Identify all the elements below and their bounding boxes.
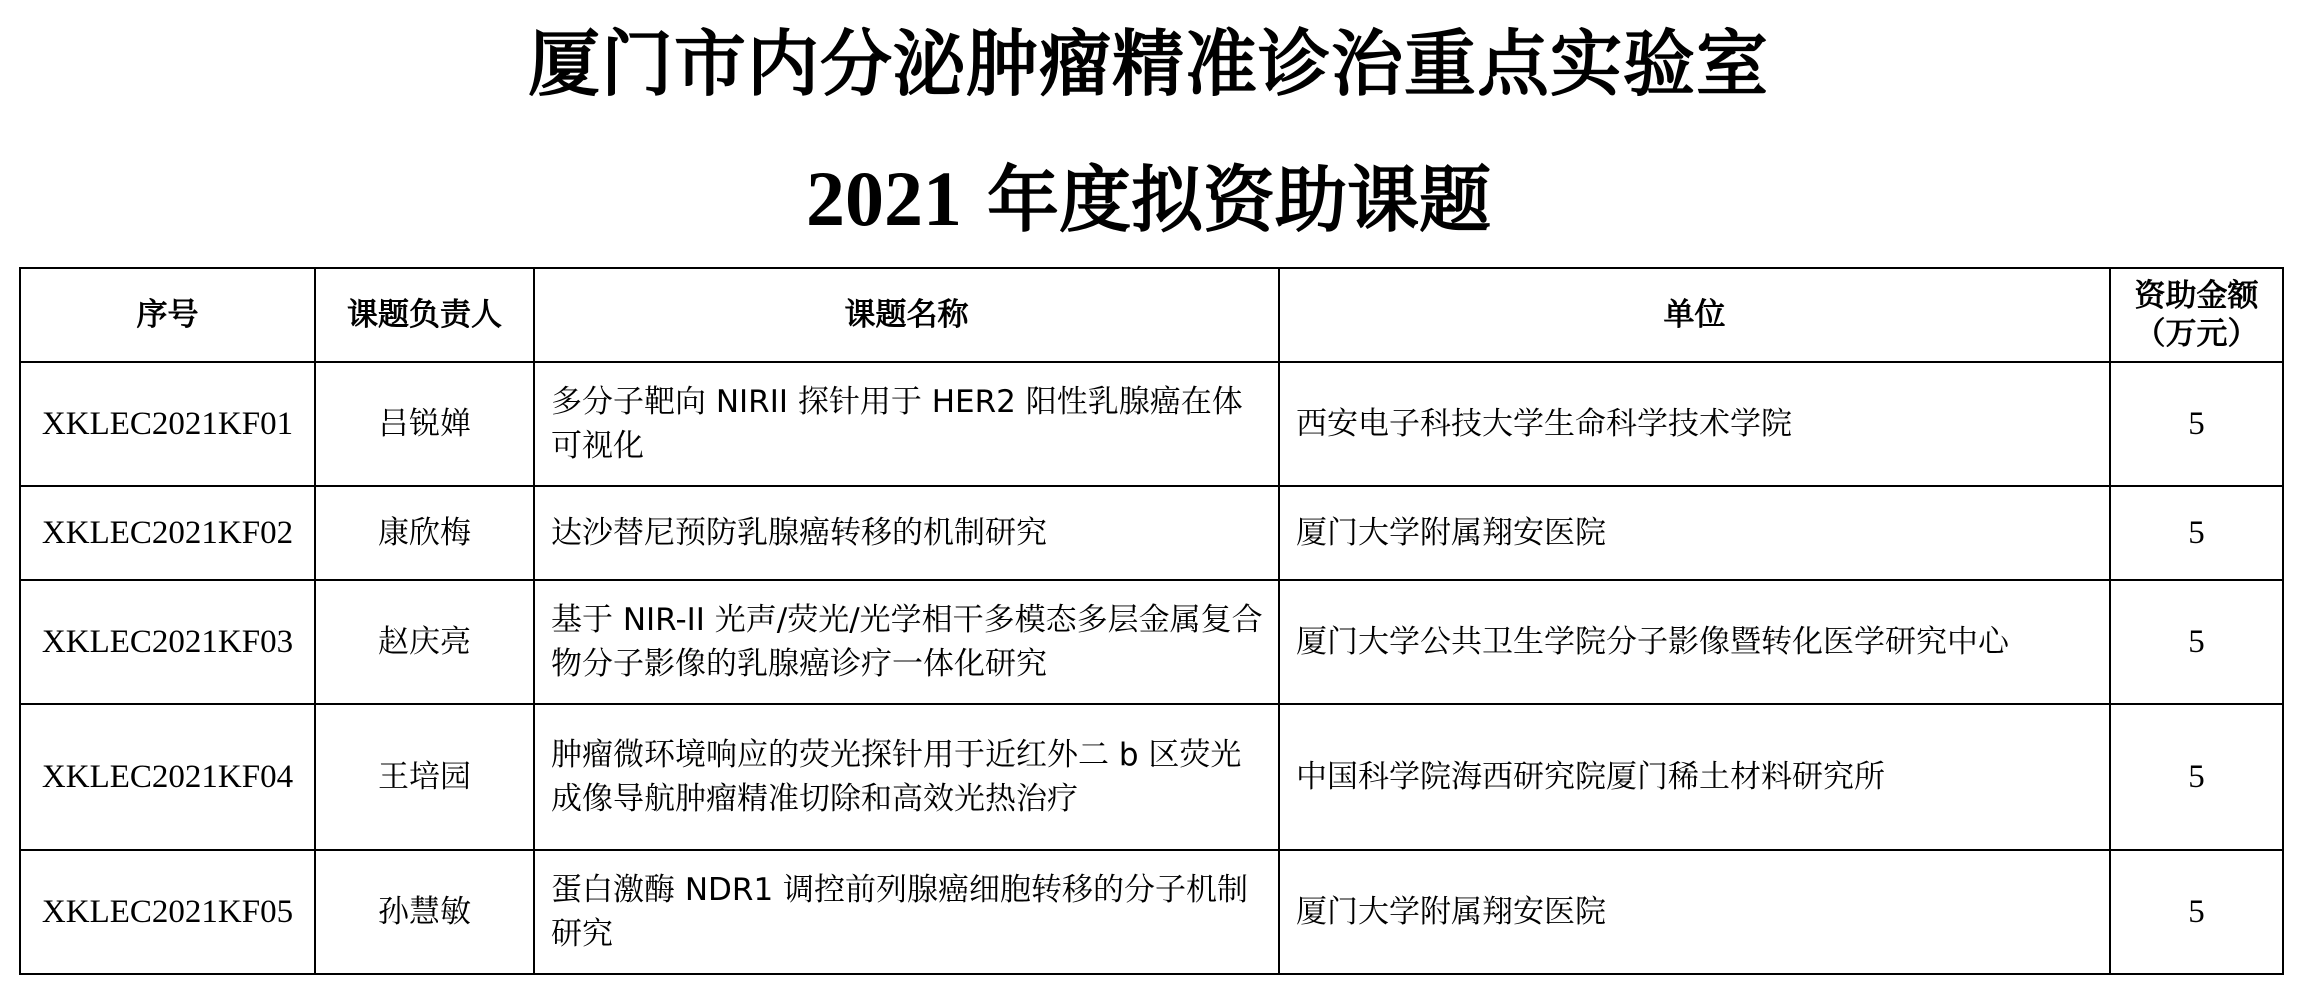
- cell-unit: 西安电子科技大学生命科学技术学院: [1279, 362, 2110, 486]
- cell-code: XKLEC2021KF04: [20, 704, 315, 850]
- cell-person: 赵庆亮: [315, 580, 534, 704]
- cell-amount: 5: [2110, 704, 2283, 850]
- cell-topic: 多分子靶向 NIRII 探针用于 HER2 阳性乳腺癌在体可视化: [534, 362, 1279, 486]
- table-row: [20, 362, 2283, 486]
- cell-unit: 厦门大学附属翔安医院: [1279, 486, 2110, 580]
- cell-code: XKLEC2021KF01: [20, 362, 315, 486]
- cell-person: 孙慧敏: [315, 850, 534, 974]
- cell-topic: 蛋白激酶 NDR1 调控前列腺癌细胞转移的分子机制研究: [534, 850, 1279, 974]
- cell-amount: 5: [2110, 362, 2283, 486]
- cell-topic: 基于 NIR-II 光声/荧光/光学相干多模态多层金属复合物分子影像的乳腺癌诊疗一体化研究: [534, 580, 1279, 704]
- header-serial: 序号: [20, 268, 315, 362]
- funded-projects-table: [19, 267, 2284, 975]
- header-amount: [2110, 268, 2283, 362]
- subtitle-text: 年度拟资助课题: [961, 158, 1492, 242]
- header-amount-unit: （万元）: [2134, 316, 2259, 352]
- cell-code: XKLEC2021KF05: [20, 850, 315, 974]
- cell-unit: 中国科学院海西研究院厦门稀土材料研究所: [1279, 704, 2110, 850]
- cell-amount: 5: [2110, 580, 2283, 704]
- cell-code: XKLEC2021KF03: [20, 580, 315, 704]
- cell-unit: 厦门大学附属翔安医院: [1279, 850, 2110, 974]
- cell-amount: 5: [2110, 486, 2283, 580]
- page-title: 厦门市内分泌肿瘤精准诊治重点实验室: [527, 22, 1769, 106]
- header-topic: 课题名称: [534, 268, 1279, 362]
- table-header-row: [20, 268, 2283, 362]
- cell-amount: 5: [2110, 850, 2283, 974]
- cell-code: XKLEC2021KF02: [20, 486, 315, 580]
- subtitle-year: 2021: [805, 155, 962, 242]
- header-unit: 单位: [1279, 268, 2110, 362]
- header-leader: 课题负责人: [315, 268, 534, 362]
- page-subtitle: [0, 155, 2297, 242]
- cell-topic: 达沙替尼预防乳腺癌转移的机制研究: [534, 486, 1279, 580]
- cell-topic: 肿瘤微环境响应的荧光探针用于近红外二 b 区荧光成像导航肿瘤精准切除和高效光热治疗: [534, 704, 1279, 850]
- cell-person: 王培园: [315, 704, 534, 850]
- header-amount-label: 资助金额: [2134, 278, 2259, 314]
- table-row: [20, 580, 2283, 704]
- table-row: [20, 486, 2283, 580]
- table-row: [20, 850, 2283, 974]
- cell-unit: 厦门大学公共卫生学院分子影像暨转化医学研究中心: [1279, 580, 2110, 704]
- cell-person: 吕锐婵: [315, 362, 534, 486]
- cell-person: 康欣梅: [315, 486, 534, 580]
- table-row: [20, 704, 2283, 850]
